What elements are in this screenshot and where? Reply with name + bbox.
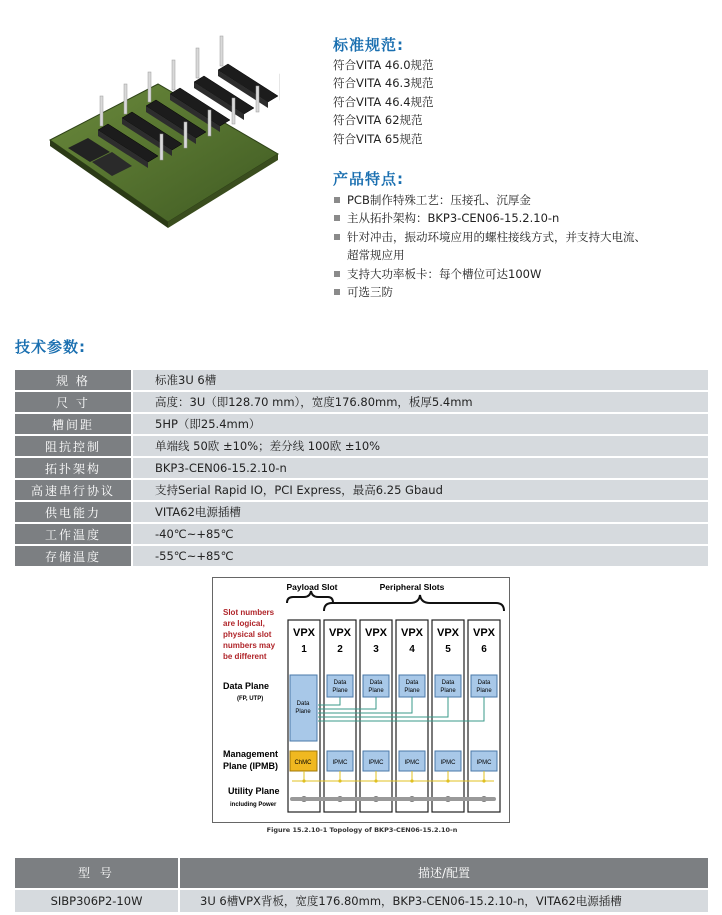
stud-shape bbox=[124, 84, 127, 114]
desc-cell: 3U 6槽VPX背板，宽度176.80mm，BKP3-CEN06-15.2.10-n，VITA62电源插槽 bbox=[180, 890, 708, 912]
slot-number: 2 bbox=[337, 644, 343, 655]
spec-row bbox=[15, 370, 708, 390]
peripheral-slots-label: Peripheral Slots bbox=[379, 582, 445, 592]
standard-item: 符合VITA 46.4规范 bbox=[333, 94, 434, 109]
data-plane-text: Plane bbox=[295, 709, 311, 715]
spec-key: 工作温度 bbox=[15, 524, 131, 544]
feature-text: PCB制作特殊工艺：压接孔、沉厚金 bbox=[347, 193, 531, 207]
ipmc-text: IPMC bbox=[440, 760, 456, 766]
data-plane-label: Data Plane bbox=[223, 681, 270, 691]
spec-key: 存储温度 bbox=[15, 546, 131, 566]
spec-value: BKP3-CEN06-15.2.10-n bbox=[131, 458, 708, 478]
note-line: be different bbox=[223, 652, 267, 661]
note-line: are logical, bbox=[223, 619, 265, 628]
slot-number: 3 bbox=[373, 644, 379, 655]
stud-shape bbox=[208, 110, 211, 136]
note-line: numbers may bbox=[223, 641, 276, 650]
stud-shape bbox=[184, 122, 187, 148]
stud-shape bbox=[148, 72, 151, 102]
spec-value: 5HP（即25.4mm） bbox=[131, 414, 708, 434]
features-list bbox=[333, 191, 713, 301]
stud-shape bbox=[160, 134, 163, 160]
data-plane-text: Data bbox=[405, 680, 419, 686]
topology-diagram bbox=[212, 577, 510, 823]
spec-row bbox=[15, 414, 708, 434]
standard-item: 符合VITA 62规范 bbox=[333, 113, 423, 128]
spec-value: 标准3U 6槽 bbox=[131, 370, 708, 390]
bullet-icon bbox=[334, 215, 340, 221]
spec-row bbox=[15, 546, 708, 566]
spec-table bbox=[15, 368, 708, 568]
spec-row bbox=[15, 502, 708, 522]
note-line: Slot numbers bbox=[223, 608, 275, 617]
stud-shape bbox=[100, 96, 103, 126]
figure-caption: Figure 15.2.10-1 Topology of BKP3-CEN06-15.2.10-n bbox=[266, 826, 458, 834]
feature-text: 支持大功率板卡：每个槽位可达100W bbox=[347, 266, 542, 281]
utility-plane-sub: including Power bbox=[230, 802, 277, 808]
bullet-icon bbox=[334, 289, 340, 295]
feature-text: 主从拓扑架构：BKP3-CEN06-15.2.10-n bbox=[347, 211, 560, 226]
vpx-label: VPX bbox=[328, 627, 352, 639]
stud-shape bbox=[220, 36, 223, 66]
feature-item bbox=[333, 228, 713, 265]
spec-row bbox=[15, 436, 708, 456]
stud-shape bbox=[256, 86, 259, 112]
data-plane-sub: (FP, UTP) bbox=[237, 696, 264, 702]
spec-row bbox=[15, 480, 708, 500]
model-cell: SIBP306P2-10W bbox=[15, 890, 178, 912]
feature-text-cont: 超常规应用 bbox=[347, 248, 405, 263]
stud-shape bbox=[196, 48, 199, 78]
spec-row bbox=[15, 524, 708, 544]
bullet-icon bbox=[334, 271, 340, 277]
spec-key: 规 格 bbox=[15, 370, 131, 390]
ipmc-text: IPMC bbox=[332, 760, 348, 766]
backplane-photo bbox=[40, 22, 280, 232]
spec-row bbox=[15, 458, 708, 478]
chmc-text: ChMC bbox=[294, 760, 312, 766]
spec-value: VITA62电源插槽 bbox=[131, 502, 708, 522]
spec-key: 阻抗控制 bbox=[15, 436, 131, 456]
spec-value: -55℃~+85℃ bbox=[131, 546, 708, 566]
ipmc-text: IPMC bbox=[476, 760, 492, 766]
data-plane-text: Data bbox=[477, 680, 491, 686]
model-header: 型 号 bbox=[15, 858, 178, 888]
bullet-icon bbox=[334, 197, 340, 203]
slot-number: 4 bbox=[409, 644, 415, 655]
data-plane-text: Plane bbox=[476, 688, 492, 694]
ipmc-text: IPMC bbox=[404, 760, 420, 766]
spec-value: 单端线 50欧 ±10%；差分线 100欧 ±10% bbox=[131, 436, 708, 456]
feature-item bbox=[333, 209, 713, 227]
slot-number: 1 bbox=[301, 644, 307, 655]
ipmc-text: IPMC bbox=[368, 760, 384, 766]
payload-slot-label: Payload Slot bbox=[286, 582, 338, 592]
model-table-header bbox=[15, 858, 708, 888]
model-row bbox=[15, 890, 708, 912]
mgmt-plane-label-2: Plane (IPMB) bbox=[223, 761, 279, 771]
vpx-label: VPX bbox=[436, 627, 460, 639]
spec-value: -40℃~+85℃ bbox=[131, 524, 708, 544]
vpx-label: VPX bbox=[292, 627, 316, 639]
spec-value: 支持Serial Rapid IO，PCI Express，最高6.25 Gbaud bbox=[131, 480, 708, 500]
feature-item bbox=[333, 265, 713, 283]
spec-value: 高度：3U（即128.70 mm），宽度176.80mm，板厚5.4mm bbox=[131, 392, 708, 412]
standards-heading: 标准规范: bbox=[333, 36, 404, 54]
tech-heading: 技术参数: bbox=[15, 338, 86, 356]
slot-number: 5 bbox=[445, 644, 451, 655]
standard-item: 符合VITA 46.3规范 bbox=[333, 76, 434, 91]
feature-item bbox=[333, 283, 713, 301]
spec-key: 拓扑架构 bbox=[15, 458, 131, 478]
spec-key: 供电能力 bbox=[15, 502, 131, 522]
data-plane-text: Plane bbox=[368, 688, 384, 694]
standard-item: 符合VITA 46.0规范 bbox=[333, 58, 434, 72]
feature-text: 可选三防 bbox=[347, 285, 393, 300]
data-plane-block bbox=[290, 675, 317, 741]
standard-item: 符合VITA 65规范 bbox=[333, 131, 423, 146]
data-plane-text: Data bbox=[333, 680, 347, 686]
feature-text: 针对冲击，振动环境应用的螺柱接线方式，并支持大电流、 bbox=[347, 229, 646, 244]
data-plane-text: Data bbox=[369, 680, 383, 686]
note-line: physical slot bbox=[223, 630, 272, 639]
vpx-label: VPX bbox=[400, 627, 424, 639]
stud-shape bbox=[232, 98, 235, 124]
data-plane-text: Plane bbox=[404, 688, 420, 694]
data-plane-text: Data bbox=[296, 701, 310, 707]
stud-shape bbox=[172, 60, 175, 90]
vpx-label: VPX bbox=[364, 627, 388, 639]
mgmt-plane-label: Management bbox=[223, 749, 279, 759]
vpx-label: VPX bbox=[472, 627, 496, 639]
feature-item bbox=[333, 191, 713, 209]
spec-key: 高速串行协议 bbox=[15, 480, 131, 500]
spec-row bbox=[15, 392, 708, 412]
data-plane-text: Plane bbox=[332, 688, 348, 694]
spec-key: 尺 寸 bbox=[15, 392, 131, 412]
bullet-icon bbox=[334, 234, 340, 240]
utility-plane-label: Utility Plane bbox=[228, 786, 280, 796]
data-plane-text: Plane bbox=[440, 688, 456, 694]
standards-list bbox=[333, 56, 434, 148]
data-plane-text: Data bbox=[441, 680, 455, 686]
slot-number: 6 bbox=[481, 644, 487, 655]
desc-header: 描述/配置 bbox=[180, 858, 708, 888]
spec-key: 槽间距 bbox=[15, 414, 131, 434]
features-heading: 产品特点: bbox=[333, 170, 404, 188]
